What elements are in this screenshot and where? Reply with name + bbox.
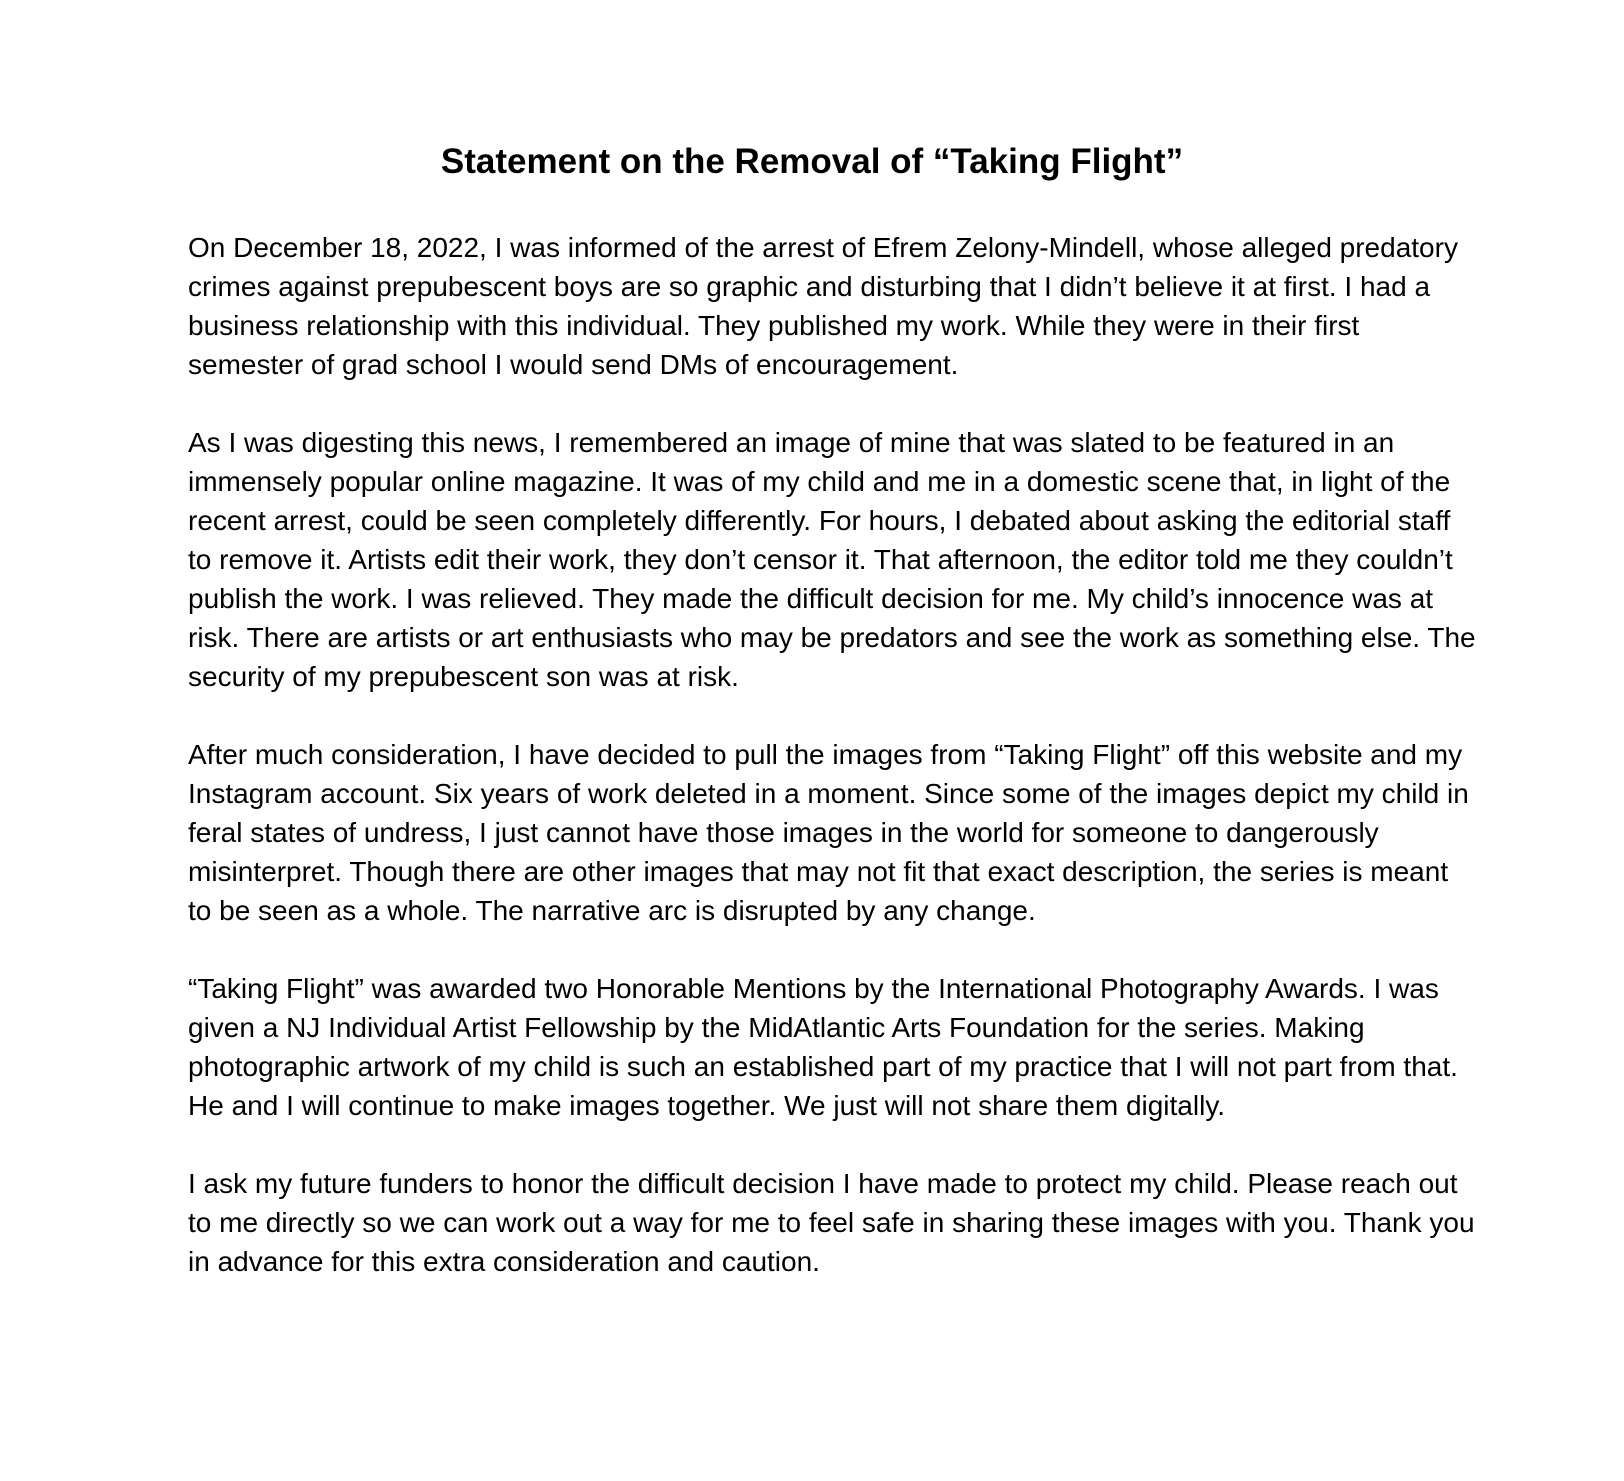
paragraph-arrest-news: On December 18, 2022, I was informed of the arrest of Efrem Zelony-Mindell, whose alleged predatory crimes against prepubescent boys are so graphic and disturbing that I didn’t believe it at first. I had a business relationship with this individual. They published my work. While they were in their first semester of grad school I would send DMs of encouragement. xyxy=(188,232,1458,380)
document-title: Statement on the Removal of “Taking Flight” xyxy=(440,142,1184,181)
paragraph-funders-request: I ask my future funders to honor the difficult decision I have made to protect my child. Please reach out to me directly so we can work out a way for me to feel safe in sharing these images with you. Thank you in advance for this extra consideration and caution. xyxy=(188,1168,1475,1277)
paragraph-removal-decision: After much consideration, I have decided to pull the images from “Taking Flight” off this website and my Instagram account. Six years of work deleted in a moment. Since some of the images depict my child in feral states of undress, I just cannot have those images in the world for someone to dangerously misinterpret. Though there are other images that may not fit that exact description, the series is meant to be seen as a whole. The narrative arc is disrupted by any change. xyxy=(188,739,1469,926)
paragraph-magazine-image: As I was digesting this news, I remembered an image of mine that was slated to be featured in an immensely popular online magazine. It was of my child and me in a domestic scene that, in light of the recent arrest, could be seen completely differently. For hours, I debated about asking the editorial staff to remove it. Artists edit their work, they don’t censor it. That afternoon, the editor told me they couldn’t publish the work. I was relieved. They made the difficult decision for me. My child’s innocence was at risk. There are artists or art enthusiasts who may be predators and see the work as something else. The security of my prepubescent son was at risk. xyxy=(188,427,1476,692)
document-body xyxy=(188,228,1478,1320)
paragraph-awards: “Taking Flight” was awarded two Honorable Mentions by the International Photography Awards. I was given a NJ Individual Artist Fellowship by the MidAtlantic Arts Foundation for the series. Making photographic artwork of my child is such an established part of my practice that I will not part from that. He and I will continue to make images together. We just will not share them digitally. xyxy=(188,973,1458,1121)
